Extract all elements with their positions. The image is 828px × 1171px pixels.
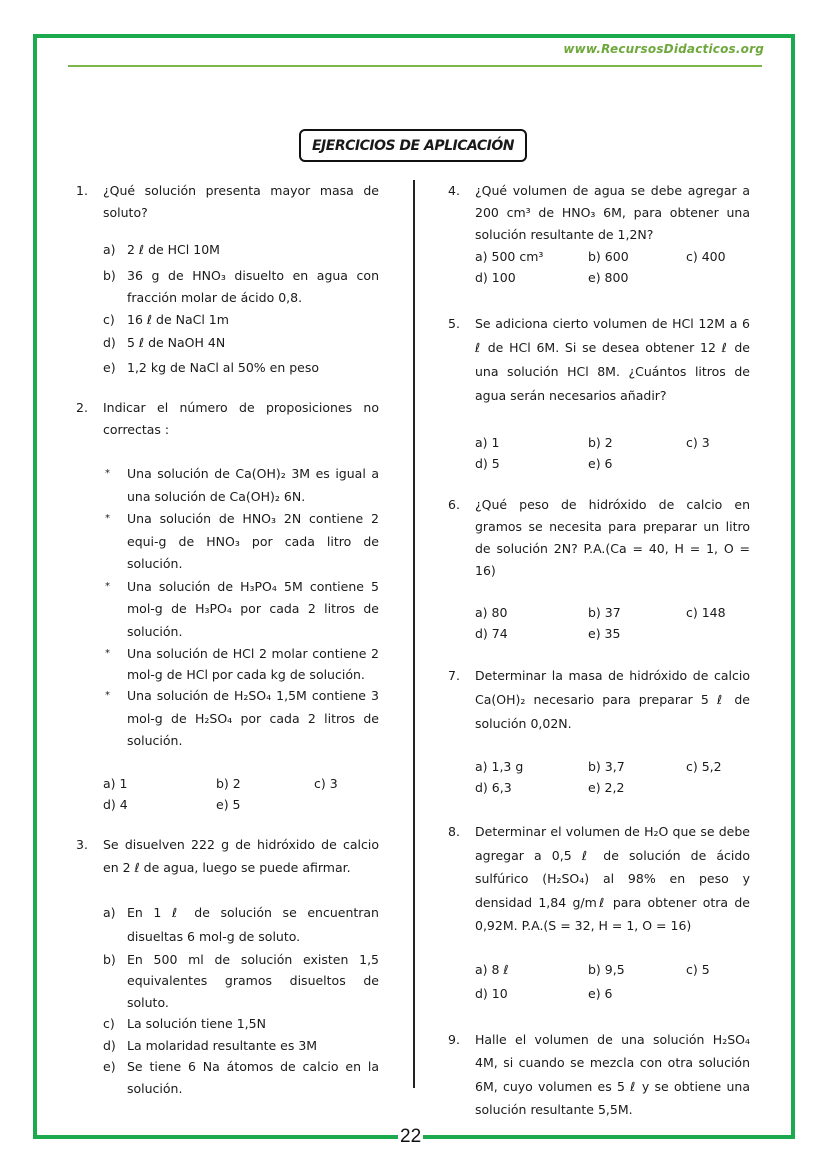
proposition-text: Una solución de HCl 2 molar contiene 2 mol-g de HCl por cada kg de solución. — [127, 646, 379, 682]
question-text: Se disuelven 222 g de hidróxido de calcio en 2 ℓ de agua, luego se puede afirmar. — [103, 836, 379, 875]
question-number: 9. — [448, 1031, 460, 1047]
question-text: ¿Qué volumen de agua se debe agregar a 200 cm³ de HNO₃ 6M, para obtener una solución resultante de 1,2N? — [475, 183, 750, 242]
option-label: e) — [103, 360, 116, 375]
question-5 — [448, 312, 750, 408]
site-url: www.RecursosDidacticos.org — [563, 42, 764, 56]
answer-choice: b) 2 — [588, 435, 613, 450]
answer-choice: e) 35 — [588, 626, 621, 641]
answer-choice: b) 600 — [588, 249, 629, 264]
question-7-answers — [448, 756, 750, 798]
option — [76, 309, 379, 331]
answer-choice: e) 6 — [588, 985, 613, 1001]
option-label: e) — [103, 1059, 116, 1074]
option — [76, 1035, 379, 1057]
answer-choice: e) 6 — [588, 456, 613, 471]
option-label: a) — [103, 242, 116, 257]
option-text: 36 g de HNO₃ disuelto en agua con fracción molar de ácido 0,8. — [127, 268, 379, 305]
answer-choice: d) 74 — [475, 626, 508, 641]
answer-choice: d) 6,3 — [475, 780, 512, 795]
answer-choice: a) 1,3 g — [475, 759, 524, 774]
answer-choice: d) 4 — [103, 796, 128, 812]
option — [76, 331, 379, 355]
answer-choice: a) 8 ℓ — [475, 961, 509, 977]
answer-choice: c) 3 — [686, 435, 710, 450]
proposition — [76, 685, 379, 753]
option-label: c) — [103, 1016, 115, 1031]
header-rule — [68, 65, 762, 67]
question-4 — [448, 180, 750, 246]
option-text: Se tiene 6 Na átomos de calcio en la solución. — [127, 1059, 379, 1096]
question-2-answers — [76, 773, 379, 815]
option-text: 2 ℓ de HCl 10M — [127, 242, 220, 257]
question-2 — [76, 397, 379, 441]
answer-choice: b) 9,5 — [588, 961, 625, 977]
option — [76, 238, 379, 262]
answer-choice: d) 10 — [475, 985, 508, 1001]
bullet-icon: * — [105, 513, 110, 524]
question-number: 3. — [76, 836, 88, 852]
option — [76, 1013, 379, 1035]
option-label: b) — [103, 951, 116, 967]
proposition-text: Una solución de HNO₃ 2N contiene 2 equi-g de HNO₃ por cada litro de solución. — [127, 511, 379, 571]
option — [76, 1056, 379, 1099]
section-title: EJERCICIOS DE APLICACIÓN — [299, 129, 527, 162]
option-label: d) — [103, 335, 116, 350]
question-3 — [76, 833, 379, 879]
answer-choice: d) 5 — [475, 456, 500, 471]
question-number: 7. — [448, 668, 460, 683]
answer-choice: c) 400 — [686, 249, 726, 264]
answer-choice: d) 100 — [475, 270, 516, 285]
answer-choice: c) 3 — [314, 775, 338, 791]
proposition — [76, 643, 379, 685]
option-label: a) — [103, 904, 116, 920]
question-text: Indicar el número de proposiciones no correctas : — [103, 400, 379, 437]
proposition-text: Una solución de H₂SO₄ 1,5M contiene 3 mol-g de H₂SO₄ por cada 2 litros de solución. — [127, 688, 379, 748]
option-text: La molaridad resultante es 3M — [127, 1037, 318, 1053]
question-text: Determinar la masa de hidróxido de calcio Ca(OH)₂ necesario para preparar 5 ℓ de solución 0,02N. — [475, 668, 750, 731]
answer-choice: e) 2,2 — [588, 780, 625, 795]
bullet-icon: * — [105, 690, 110, 701]
option-text: En 1 ℓ de solución se encuentran disueltas 6 mol-g de soluto. — [127, 904, 379, 944]
answer-choice: c) 148 — [686, 605, 726, 620]
question-6 — [448, 494, 750, 582]
question-1 — [76, 180, 379, 224]
proposition-text: Una solución de H₃PO₄ 5M contiene 5 mol-g de H₃PO₄ por cada 2 litros de solución. — [127, 578, 379, 639]
option-text: 1,2 kg de NaCl al 50% en peso — [127, 360, 320, 375]
option-text: 16 ℓ de NaCl 1m — [127, 312, 229, 327]
option-label: c) — [103, 312, 115, 327]
right-column — [448, 180, 750, 1122]
left-column — [76, 180, 379, 1099]
question-4-answers — [448, 246, 750, 288]
question-8-answers — [448, 958, 750, 1006]
question-9 — [448, 1028, 750, 1122]
answer-choice: a) 80 — [475, 605, 508, 620]
answer-choice: a) 500 cm³ — [475, 249, 544, 264]
proposition — [76, 463, 379, 508]
question-text: ¿Qué solución presenta mayor masa de soluto? — [103, 183, 379, 220]
page-number: 22 — [400, 1126, 422, 1147]
option-text: En 500 ml de solución existen 1,5 equivalentes gramos disueltos de soluto. — [127, 951, 379, 1010]
bullet-icon: * — [105, 648, 110, 659]
option — [76, 355, 379, 381]
option — [76, 265, 379, 309]
answer-choice: b) 3,7 — [588, 759, 625, 774]
option — [76, 949, 379, 1014]
answer-choice: c) 5,2 — [686, 759, 722, 774]
question-text: Determinar el volumen de H₂O que se debe agregar a 0,5 ℓ de solución de ácido sulfúrico (H₂SO₄) al 98% en peso y densidad 1,84 g/mℓ para obtener otra de 0,92M. P.A.(S = 32, H = 1, O = 16) — [475, 824, 750, 933]
answer-choice: a) 1 — [103, 775, 128, 791]
question-text: Se adiciona cierto volumen de HCl 12M a 6 ℓ de HCl 6M. Si se desea obtener 12 ℓ de una solución HCl 8M. ¿Cuántos litros de agua serán necesarios añadir? — [475, 316, 750, 403]
question-number: 4. — [448, 183, 460, 198]
question-5-answers — [448, 432, 750, 474]
column-divider — [413, 180, 415, 1088]
proposition — [76, 508, 379, 576]
proposition — [76, 576, 379, 644]
question-number: 1. — [76, 183, 88, 198]
question-text: ¿Qué peso de hidróxido de calcio en gramos se necesita para preparar un litro de solución 2N? P.A.(Ca = 40, H = 1, O = 16) — [475, 497, 750, 578]
question-number: 8. — [448, 824, 460, 839]
bullet-icon: * — [105, 468, 110, 479]
answer-choice: b) 2 — [216, 775, 241, 791]
option-label: d) — [103, 1037, 116, 1053]
bullet-icon: * — [105, 580, 110, 592]
answer-choice: e) 5 — [216, 796, 241, 812]
option-text: 5 ℓ de NaOH 4N — [127, 335, 226, 350]
answer-choice: b) 37 — [588, 605, 621, 620]
proposition-text: Una solución de Ca(OH)₂ 3M es igual a una solución de Ca(OH)₂ 6N. — [127, 466, 379, 504]
answer-choice: a) 1 — [475, 435, 500, 450]
question-1-options — [76, 238, 379, 381]
question-text: Halle el volumen de una solución H₂SO₄ 4M, si cuando se mezcla con otra solución 6M, cuyo volumen es 5 ℓ y se obtiene una solución resultante 5,5M. — [475, 1031, 750, 1117]
option-label: b) — [103, 268, 116, 283]
question-3-options — [76, 901, 379, 1100]
question-number: 2. — [76, 400, 88, 415]
question-7 — [448, 664, 750, 736]
question-number: 6. — [448, 497, 460, 512]
question-8 — [448, 820, 750, 938]
question-2-propositions — [76, 463, 379, 753]
question-6-answers — [448, 602, 750, 644]
answer-choice: c) 5 — [686, 961, 710, 977]
option — [76, 901, 379, 949]
question-number: 5. — [448, 316, 460, 331]
answer-choice: e) 800 — [588, 270, 629, 285]
option-text: La solución tiene 1,5N — [127, 1016, 266, 1031]
